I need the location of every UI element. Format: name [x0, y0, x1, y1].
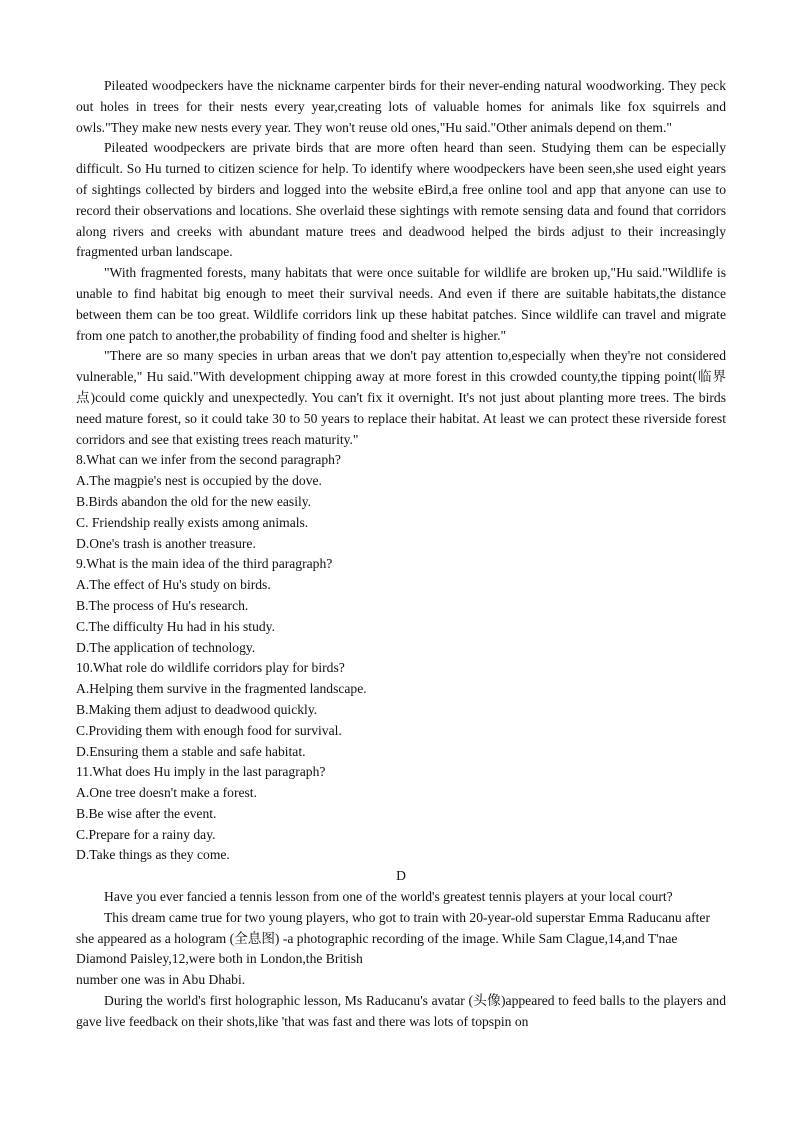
question-10-option-b: B.Making them adjust to deadwood quickly. [76, 701, 318, 717]
question-11-option-d: D.Take things as they come. [76, 847, 230, 863]
question-10-stem: 10.What role do wildlife corridors play for birds? [76, 660, 345, 676]
passage-d-paragraph-2-continued: number one was in Abu Dhabi. [76, 972, 246, 988]
passage-c-paragraph-3: "With fragmented forests, many habitats that were once suitable for wildlife are broken up,"Hu said."Wildlife is unable to find habitat big enough to meet their survival needs. And even if there are suitable habitats,the distance between them can be too great. Wildlife corridors link up these habitat patches. Since wildlife can travel and migrate from one patch to another,the probability of finding food and shelter is higher." [76, 265, 726, 343]
question-9-stem: 9.What is the main idea of the third paragraph? [76, 556, 333, 572]
passage-c-paragraph-4: "There are so many species in urban areas that we don't pay attention to,especially when they're not considered vulnerable," Hu said."With development chipping away at more forest in this crowded county,the tipping point(临界点)could come quickly and unexpectedly. You can't fix it overnight. It's not just about planting more trees. The birds need mature forest, so it could take 30 to 50 years to replace their habitat. At least we can protect these riverside forest corridors and see that existing trees reach maturity." [76, 348, 726, 447]
question-9-option-b: B.The process of Hu's research. [76, 597, 249, 613]
question-10 [76, 658, 726, 762]
question-10-option-d: D.Ensuring them a stable and safe habitat. [76, 743, 306, 759]
question-8-option-c: C. Friendship really exists among animals. [76, 514, 309, 530]
question-9-option-c: C.The difficulty Hu had in his study. [76, 618, 275, 634]
question-11-option-c: C.Prepare for a rainy day. [76, 826, 216, 842]
question-9-option-a: A.The effect of Hu's study on birds. [76, 577, 271, 593]
question-10-option-c: C.Providing them with enough food for survival. [76, 722, 342, 738]
section-d-heading: D [396, 868, 406, 884]
question-11-option-b: B.Be wise after the event. [76, 805, 217, 821]
question-8-option-a: A.The magpie's nest is occupied by the dove. [76, 473, 322, 489]
passage-d-paragraph-3: During the world's first holographic lesson, Ms Raducanu's avatar (头像)appeared to feed balls to the players and gave live feedback on their shots,like 'that was fast and there was lots of topspin on [76, 993, 726, 1029]
question-9 [76, 554, 726, 658]
question-8-stem: 8.What can we infer from the second paragraph? [76, 452, 341, 468]
passage-d-paragraph-1: Have you ever fancied a tennis lesson from one of the world's greatest tennis players at your local court? [104, 889, 673, 905]
question-8-option-d: D.One's trash is another treasure. [76, 535, 256, 551]
passage-c-paragraph-1: Pileated woodpeckers have the nickname carpenter birds for their never-ending natural woodworking. They peck out holes in trees for their nests every year,creating lots of valuable homes for animals like fox squirrels and owls."They make new nests every year. They won't reuse old ones,"Hu said."Other animals depend on them." [76, 78, 726, 135]
passage-c-paragraph-2: Pileated woodpeckers are private birds that are more often heard than seen. Studying them can be especially difficult. So Hu turned to citizen science for help. To identify where woodpeckers have been seen,she used eight years of sightings collected by birders and logged into the website eBird,a free online tool and app that anyone can use to record their observations and locations. She overlaid these sightings with remote sensing data and found that corridors along rivers and creeks with abundant mature trees and deadwood helped the birds adjust to their increasingly fragmented urban landscape. [76, 140, 726, 260]
question-8-option-b: B.Birds abandon the old for the new easily. [76, 493, 312, 509]
question-8 [76, 450, 726, 554]
document-page [76, 76, 726, 1033]
question-11-option-a: A.One tree doesn't make a forest. [76, 785, 257, 801]
passage-d-paragraph-2: This dream came true for two young players, who got to train with 20-year-old superstar Emma Raducanu after she appeared as a hologram (全息图) -a photographic recording of the image. While Sam Clague,14,and T'nae Diamond Paisley,12,were both in London,the British [76, 909, 710, 967]
question-11 [76, 762, 726, 866]
question-10-option-a: A.Helping them survive in the fragmented landscape. [76, 681, 367, 697]
question-9-option-d: D.The application of technology. [76, 639, 256, 655]
question-11-stem: 11.What does Hu imply in the last paragraph? [76, 764, 326, 780]
